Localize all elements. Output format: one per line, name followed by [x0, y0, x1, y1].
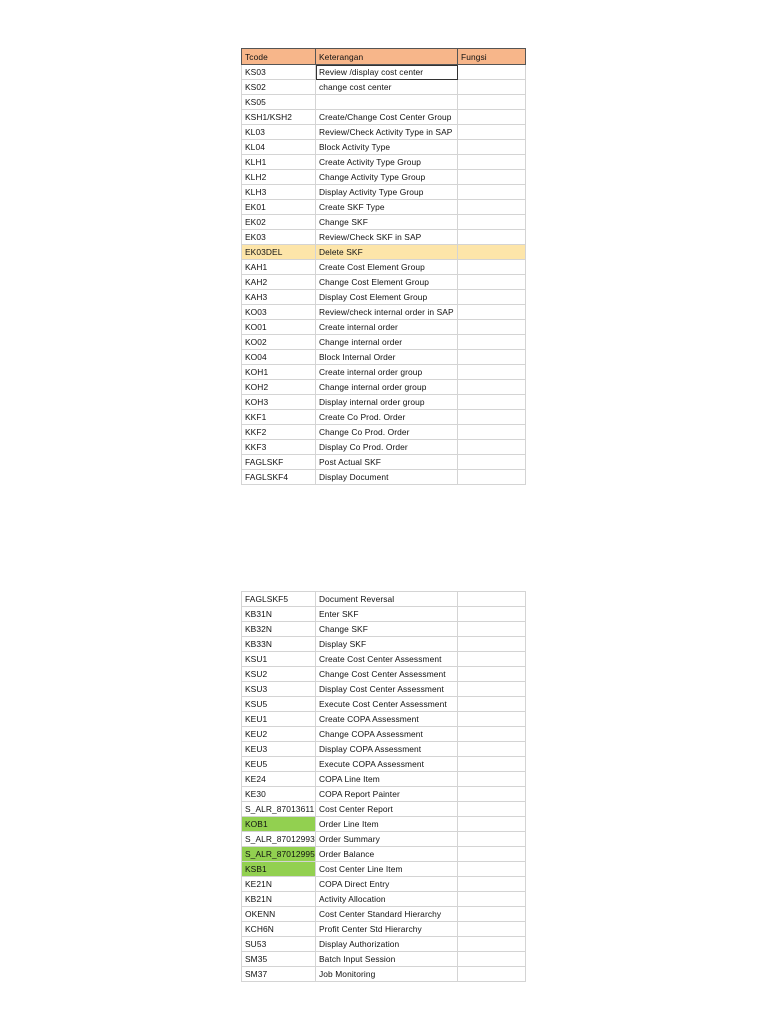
description-cell[interactable]: Review /display cost center — [316, 65, 458, 80]
tcode-cell[interactable]: KEU5 — [242, 757, 316, 772]
description-cell[interactable]: Change Cost Center Assessment — [316, 667, 458, 682]
tcode-cell[interactable]: EK02 — [242, 215, 316, 230]
table-row — [242, 125, 526, 140]
table-row — [242, 305, 526, 320]
table-row — [242, 185, 526, 200]
description-cell[interactable]: Create SKF Type — [316, 200, 458, 215]
table-row — [242, 847, 526, 862]
tcode-cell[interactable]: KCH6N — [242, 922, 316, 937]
fungsi-cell[interactable] — [458, 667, 526, 682]
tcode-cell[interactable]: S_ALR_87012993 — [242, 832, 316, 847]
fungsi-cell[interactable] — [458, 305, 526, 320]
description-cell[interactable]: Change COPA Assessment — [316, 727, 458, 742]
table-row — [242, 65, 526, 80]
header-tcode[interactable]: Tcode — [242, 49, 316, 65]
tcode-cell[interactable]: S_ALR_87012995 — [242, 847, 316, 862]
tcode-cell[interactable]: OKENN — [242, 907, 316, 922]
table-row — [242, 110, 526, 125]
fungsi-cell[interactable] — [458, 335, 526, 350]
description-cell[interactable]: Create Cost Center Assessment — [316, 652, 458, 667]
fungsi-cell[interactable] — [458, 440, 526, 455]
description-cell[interactable]: Order Summary — [316, 832, 458, 847]
fungsi-cell[interactable] — [458, 682, 526, 697]
description-cell[interactable]: Block Activity Type — [316, 140, 458, 155]
table-row — [242, 622, 526, 637]
fungsi-cell[interactable] — [458, 637, 526, 652]
table-row — [242, 772, 526, 787]
tcode-cell[interactable]: KEU3 — [242, 742, 316, 757]
description-cell[interactable]: Cost Center Line Item — [316, 862, 458, 877]
fungsi-cell[interactable] — [458, 757, 526, 772]
fungsi-cell[interactable] — [458, 712, 526, 727]
description-cell[interactable]: Post Actual SKF — [316, 455, 458, 470]
tcode-cell[interactable]: KB21N — [242, 892, 316, 907]
description-cell[interactable]: Execute COPA Assessment — [316, 757, 458, 772]
description-cell[interactable]: Display COPA Assessment — [316, 742, 458, 757]
tcode-cell[interactable]: KSU1 — [242, 652, 316, 667]
header-row — [242, 49, 526, 65]
fungsi-cell[interactable] — [458, 425, 526, 440]
tcode-cell[interactable]: SM37 — [242, 967, 316, 982]
fungsi-cell[interactable] — [458, 275, 526, 290]
table-row — [242, 290, 526, 305]
tcode-cell[interactable]: EK01 — [242, 200, 316, 215]
table-row — [242, 95, 526, 110]
fungsi-cell[interactable] — [458, 817, 526, 832]
fungsi-cell[interactable] — [458, 215, 526, 230]
description-cell[interactable]: change cost center — [316, 80, 458, 95]
table-row — [242, 802, 526, 817]
fungsi-cell[interactable] — [458, 847, 526, 862]
description-cell[interactable]: Change internal order group — [316, 380, 458, 395]
tcode-table-2 — [241, 591, 526, 982]
description-cell[interactable]: Document Reversal — [316, 592, 458, 607]
fungsi-cell[interactable] — [458, 802, 526, 817]
description-cell[interactable]: Job Monitoring — [316, 967, 458, 982]
fungsi-cell[interactable] — [458, 200, 526, 215]
description-cell[interactable]: COPA Direct Entry — [316, 877, 458, 892]
description-cell[interactable]: Create internal order group — [316, 365, 458, 380]
description-cell[interactable]: Review/Check SKF in SAP — [316, 230, 458, 245]
description-cell[interactable]: Delete SKF — [316, 245, 458, 260]
table-row — [242, 275, 526, 290]
fungsi-cell[interactable] — [458, 455, 526, 470]
description-cell[interactable]: Change Co Prod. Order — [316, 425, 458, 440]
tcode-cell[interactable]: KAH2 — [242, 275, 316, 290]
description-cell[interactable]: Order Line Item — [316, 817, 458, 832]
table-row — [242, 200, 526, 215]
tcode-cell[interactable]: KB32N — [242, 622, 316, 637]
tcode-cell[interactable]: KSU2 — [242, 667, 316, 682]
tcode-cell[interactable]: KOH1 — [242, 365, 316, 380]
fungsi-cell[interactable] — [458, 952, 526, 967]
fungsi-cell[interactable] — [458, 697, 526, 712]
description-cell[interactable]: Cost Center Standard Hierarchy — [316, 907, 458, 922]
table-row — [242, 455, 526, 470]
table-row — [242, 967, 526, 982]
tcode-cell[interactable]: KEU2 — [242, 727, 316, 742]
fungsi-cell[interactable] — [458, 937, 526, 952]
table-row — [242, 937, 526, 952]
description-cell[interactable]: Cost Center Report — [316, 802, 458, 817]
tcode-cell[interactable]: KLH3 — [242, 185, 316, 200]
header-keterangan[interactable]: Keterangan — [316, 49, 458, 65]
fungsi-cell[interactable] — [458, 772, 526, 787]
table-row — [242, 862, 526, 877]
description-cell[interactable]: COPA Line Item — [316, 772, 458, 787]
tcode-cell[interactable]: EK03DEL — [242, 245, 316, 260]
description-cell[interactable]: Order Balance — [316, 847, 458, 862]
table-row — [242, 727, 526, 742]
table-row — [242, 215, 526, 230]
tcode-cell[interactable]: FAGLSKF5 — [242, 592, 316, 607]
description-cell[interactable]: Create/Change Cost Center Group — [316, 110, 458, 125]
tcode-cell[interactable]: KSU5 — [242, 697, 316, 712]
tcode-cell[interactable]: KB31N — [242, 607, 316, 622]
fungsi-cell[interactable] — [458, 395, 526, 410]
description-cell[interactable]: Review/Check Activity Type in SAP — [316, 125, 458, 140]
fungsi-cell[interactable] — [458, 65, 526, 80]
fungsi-cell[interactable] — [458, 365, 526, 380]
tcode-cell[interactable]: KKF2 — [242, 425, 316, 440]
description-cell[interactable]: Display SKF — [316, 637, 458, 652]
tcode-cell[interactable]: KL03 — [242, 125, 316, 140]
tcode-cell[interactable]: KS03 — [242, 65, 316, 80]
tcode-cell[interactable]: KOH2 — [242, 380, 316, 395]
description-cell[interactable]: Display Cost Center Assessment — [316, 682, 458, 697]
table-row — [242, 470, 526, 485]
fungsi-cell[interactable] — [458, 652, 526, 667]
table-row — [242, 350, 526, 365]
description-cell[interactable]: Enter SKF — [316, 607, 458, 622]
table-row — [242, 440, 526, 455]
description-cell[interactable]: Block Internal Order — [316, 350, 458, 365]
description-cell[interactable]: Profit Center Std Hierarchy — [316, 922, 458, 937]
description-cell[interactable]: Change SKF — [316, 215, 458, 230]
header-fungsi[interactable]: Fungsi — [458, 49, 526, 65]
tcode-cell[interactable]: KO01 — [242, 320, 316, 335]
tcode-cell[interactable]: KSB1 — [242, 862, 316, 877]
tcode-cell[interactable]: S_ALR_87013611 — [242, 802, 316, 817]
description-cell[interactable]: Create Activity Type Group — [316, 155, 458, 170]
fungsi-cell[interactable] — [458, 892, 526, 907]
description-cell[interactable]: Review/check internal order in SAP — [316, 305, 458, 320]
table-row — [242, 260, 526, 275]
description-cell[interactable] — [316, 95, 458, 110]
table-row — [242, 697, 526, 712]
tcode-cell[interactable]: KL04 — [242, 140, 316, 155]
fungsi-cell[interactable] — [458, 290, 526, 305]
tcode-cell[interactable]: KS05 — [242, 95, 316, 110]
table-row — [242, 80, 526, 95]
tcode-cell[interactable]: KSH1/KSH2 — [242, 110, 316, 125]
fungsi-cell[interactable] — [458, 470, 526, 485]
tcode-cell[interactable]: KOH3 — [242, 395, 316, 410]
fungsi-cell[interactable] — [458, 95, 526, 110]
fungsi-cell[interactable] — [458, 922, 526, 937]
table-row — [242, 320, 526, 335]
tcode-cell[interactable]: SM35 — [242, 952, 316, 967]
description-cell[interactable]: Display Cost Element Group — [316, 290, 458, 305]
fungsi-cell[interactable] — [458, 410, 526, 425]
fungsi-cell[interactable] — [458, 140, 526, 155]
description-cell[interactable]: Display Authorization — [316, 937, 458, 952]
fungsi-cell[interactable] — [458, 877, 526, 892]
table-row — [242, 410, 526, 425]
description-cell[interactable]: Display internal order group — [316, 395, 458, 410]
table-row — [242, 817, 526, 832]
tcode-cell[interactable]: SU53 — [242, 937, 316, 952]
description-cell[interactable]: Change internal order — [316, 335, 458, 350]
description-cell[interactable]: Change SKF — [316, 622, 458, 637]
table-row — [242, 155, 526, 170]
fungsi-cell[interactable] — [458, 245, 526, 260]
fungsi-cell[interactable] — [458, 727, 526, 742]
tcode-table-1 — [241, 48, 526, 485]
tcode-cell[interactable]: KKF1 — [242, 410, 316, 425]
table-row — [242, 592, 526, 607]
fungsi-cell[interactable] — [458, 862, 526, 877]
tcode-cell[interactable]: KLH1 — [242, 155, 316, 170]
fungsi-cell[interactable] — [458, 230, 526, 245]
table-row — [242, 667, 526, 682]
description-cell[interactable]: Create internal order — [316, 320, 458, 335]
description-cell[interactable]: Batch Input Session — [316, 952, 458, 967]
fungsi-cell[interactable] — [458, 592, 526, 607]
table-row — [242, 787, 526, 802]
table-row — [242, 380, 526, 395]
description-cell[interactable]: Change Cost Element Group — [316, 275, 458, 290]
table-row — [242, 712, 526, 727]
tcode-cell[interactable]: KB33N — [242, 637, 316, 652]
tcode-cell[interactable]: KS02 — [242, 80, 316, 95]
fungsi-cell[interactable] — [458, 832, 526, 847]
table-row — [242, 877, 526, 892]
fungsi-cell[interactable] — [458, 320, 526, 335]
tcode-cell[interactable]: KAH1 — [242, 260, 316, 275]
fungsi-cell[interactable] — [458, 967, 526, 982]
fungsi-cell[interactable] — [458, 742, 526, 757]
description-cell[interactable]: Display Activity Type Group — [316, 185, 458, 200]
tcode-cell[interactable]: KE24 — [242, 772, 316, 787]
tcode-cell[interactable]: EK03 — [242, 230, 316, 245]
table-row — [242, 832, 526, 847]
fungsi-cell[interactable] — [458, 380, 526, 395]
tcode-cell[interactable]: KE30 — [242, 787, 316, 802]
fungsi-cell[interactable] — [458, 185, 526, 200]
table-row — [242, 230, 526, 245]
table-row — [242, 335, 526, 350]
fungsi-cell[interactable] — [458, 907, 526, 922]
table-row — [242, 245, 526, 260]
fungsi-cell[interactable] — [458, 622, 526, 637]
fungsi-cell[interactable] — [458, 110, 526, 125]
table-row — [242, 757, 526, 772]
table-row — [242, 365, 526, 380]
description-cell[interactable]: Execute Cost Center Assessment — [316, 697, 458, 712]
table-row — [242, 652, 526, 667]
tcode-cell[interactable]: KKF3 — [242, 440, 316, 455]
tcode-cell[interactable]: KAH3 — [242, 290, 316, 305]
tcode-cell[interactable]: FAGLSKF — [242, 455, 316, 470]
tcode-cell[interactable]: KOB1 — [242, 817, 316, 832]
description-cell[interactable]: Change Activity Type Group — [316, 170, 458, 185]
table-row — [242, 742, 526, 757]
description-cell[interactable]: Activity Allocation — [316, 892, 458, 907]
table-row — [242, 952, 526, 967]
description-cell[interactable]: Create COPA Assessment — [316, 712, 458, 727]
tcode-cell[interactable]: KO02 — [242, 335, 316, 350]
tcode-cell[interactable]: KEU1 — [242, 712, 316, 727]
description-cell[interactable]: Create Cost Element Group — [316, 260, 458, 275]
table-row — [242, 170, 526, 185]
table-row — [242, 140, 526, 155]
fungsi-cell[interactable] — [458, 170, 526, 185]
fungsi-cell[interactable] — [458, 155, 526, 170]
table-row — [242, 425, 526, 440]
tcode-cell[interactable]: FAGLSKF4 — [242, 470, 316, 485]
table-row — [242, 922, 526, 937]
tcode-cell[interactable]: KO03 — [242, 305, 316, 320]
description-cell[interactable]: COPA Report Painter — [316, 787, 458, 802]
table-row — [242, 607, 526, 622]
fungsi-cell[interactable] — [458, 787, 526, 802]
tcode-cell[interactable]: KO04 — [242, 350, 316, 365]
tcode-cell[interactable]: KSU3 — [242, 682, 316, 697]
table-row — [242, 907, 526, 922]
description-cell[interactable]: Display Co Prod. Order — [316, 440, 458, 455]
description-cell[interactable]: Create Co Prod. Order — [316, 410, 458, 425]
table-row — [242, 395, 526, 410]
fungsi-cell[interactable] — [458, 350, 526, 365]
table-row — [242, 682, 526, 697]
description-cell[interactable]: Display Document — [316, 470, 458, 485]
fungsi-cell[interactable] — [458, 125, 526, 140]
table-row — [242, 637, 526, 652]
tcode-cell[interactable]: KE21N — [242, 877, 316, 892]
fungsi-cell[interactable] — [458, 80, 526, 95]
table-row — [242, 892, 526, 907]
tcode-cell[interactable]: KLH2 — [242, 170, 316, 185]
fungsi-cell[interactable] — [458, 260, 526, 275]
fungsi-cell[interactable] — [458, 607, 526, 622]
